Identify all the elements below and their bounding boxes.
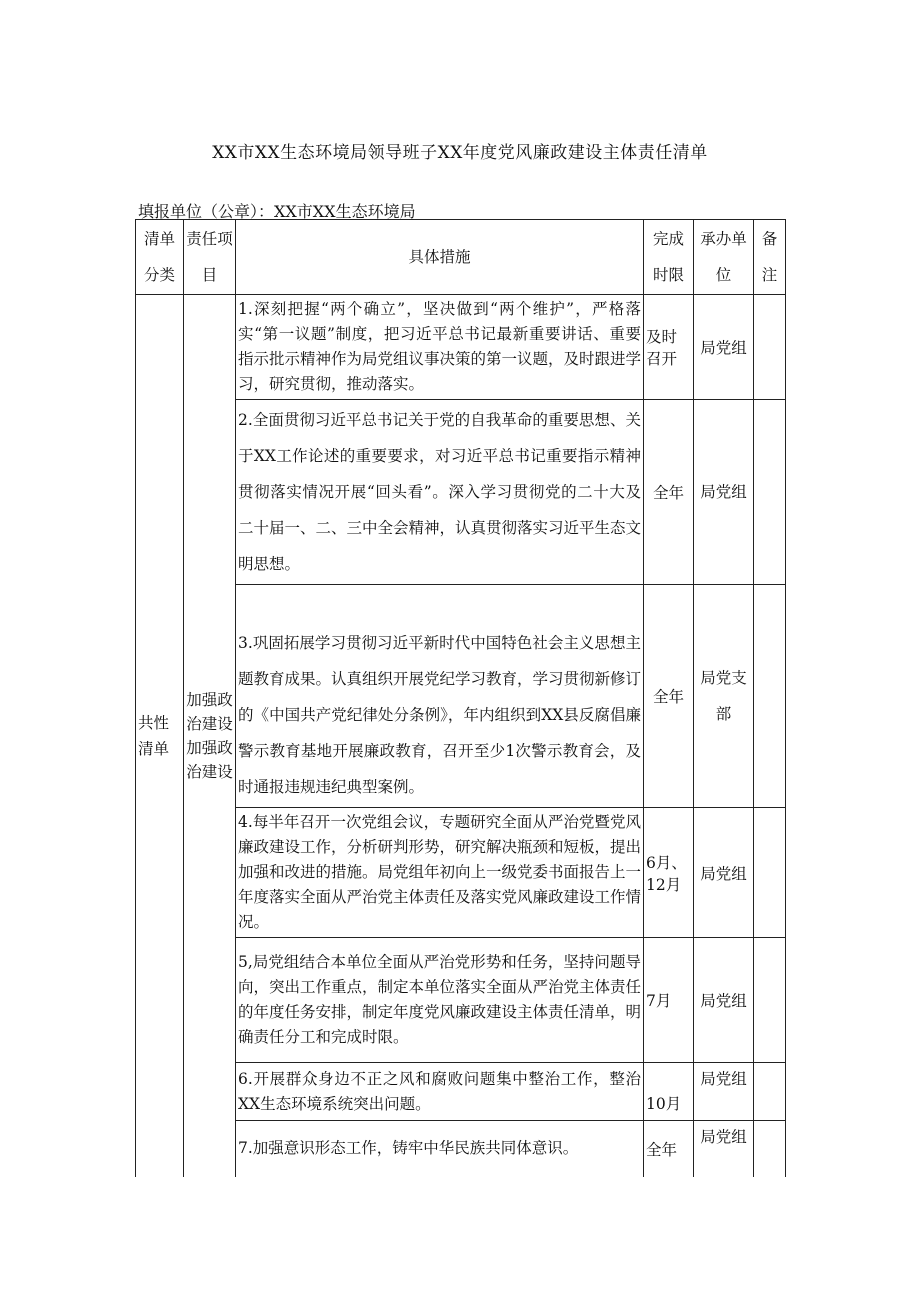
header-owner: 承办单位 (694, 220, 754, 295)
document-title: XX市XX生态环境局领导班子XX年度党风廉政建设主体责任清单 (212, 143, 708, 163)
measure-cell: 6.开展群众身边不正之风和腐败问题集中整治工作，整治XX生态环境系统突出问题。 (236, 1063, 644, 1121)
measure-cell: 4.每半年召开一次党组会议，专题研究全面从严治党暨党风廉政建设工作，分析研判形势，研究解决瓶颈和短板，提出加强和改进的措施。局党组年初向上一级党委书面报告上一年度落实全面从严治党主体责任及落实党风廉政建设工作情况。 (236, 808, 644, 938)
deadline-cell: 全年 (644, 400, 694, 585)
note-cell (754, 1063, 786, 1121)
note-cell (754, 938, 786, 1063)
header-measures: 具体措施 (236, 220, 644, 295)
header-deadline: 完成时限 (644, 220, 694, 295)
deadline-cell: 全年 (644, 585, 694, 808)
reporting-unit-line: 填报单位（公章）：XX市XX生态环境局 (138, 202, 416, 221)
note-cell (754, 585, 786, 808)
category-cell: 共性清单 (136, 295, 184, 1177)
owner-cell: 局党组 (694, 400, 754, 585)
responsibility-table (135, 219, 786, 1177)
owner-cell: 局党组 (694, 1063, 754, 1121)
deadline-cell: 7月 (644, 938, 694, 1063)
measure-cell: 1.深刻把握“两个确立”，坚决做到“两个维护”，严格落实“第一议题”制度，把习近平总书记最新重要讲话、重要指示批示精神作为局党组议事决策的第一议题，及时跟进学习，研究贯彻，推动落实。 (236, 295, 644, 400)
note-cell (754, 1121, 786, 1177)
note-cell (754, 808, 786, 938)
deadline-cell: 及时召开 (644, 295, 694, 400)
table-row (136, 295, 786, 400)
header-category: 清单分类 (136, 220, 184, 295)
deadline-cell: 全年 (644, 1121, 694, 1177)
header-note: 备注 (754, 220, 786, 295)
owner-cell: 局党组 (694, 295, 754, 400)
table-header-row (136, 220, 786, 295)
measure-cell: 3.巩固拓展学习贯彻习近平新时代中国特色社会主义思想主题教育成果。认真组织开展党纪学习教育，学习贯彻新修订的《中国共产党纪律处分条例》，年内组织到XX县反腐倡廉警示教育基地开展廉政教育，召开至少1次警示教育会，及时通报违规违纪典型案例。 (236, 585, 644, 808)
note-cell (754, 400, 786, 585)
owner-cell: 局党组 (694, 938, 754, 1063)
owner-cell: 局党组 (694, 1121, 754, 1177)
measure-cell: 2.全面贯彻习近平总书记关于党的自我革命的重要思想、关于XX工作论述的重要要求，对习近平总书记重要指示精神贯彻落实情况开展“回头看”。深入学习贯彻党的二十大及二十届一、二、三中全会精神，认真贯彻落实习近平生态文明思想。 (236, 400, 644, 585)
deadline-cell: 10月 (644, 1063, 694, 1121)
measure-cell: 5,局党组结合本单位全面从严治党形势和任务，坚持问题导向，突出工作重点，制定本单位落实全面从严治党主体责任的年度任务安排，制定年度党风廉政建设主体责任清单，明确责任分工和完成时限。 (236, 938, 644, 1063)
deadline-cell: 6月、12月 (644, 808, 694, 938)
owner-cell: 局党组 (694, 808, 754, 938)
note-cell (754, 295, 786, 400)
owner-cell: 局党支部 (694, 585, 754, 808)
item-cell: 加强政治建设加强政治建设 (184, 295, 236, 1177)
header-item: 责任项目 (184, 220, 236, 295)
measure-cell: 7.加强意识形态工作，铸牢中华民族共同体意识。 (236, 1121, 644, 1177)
